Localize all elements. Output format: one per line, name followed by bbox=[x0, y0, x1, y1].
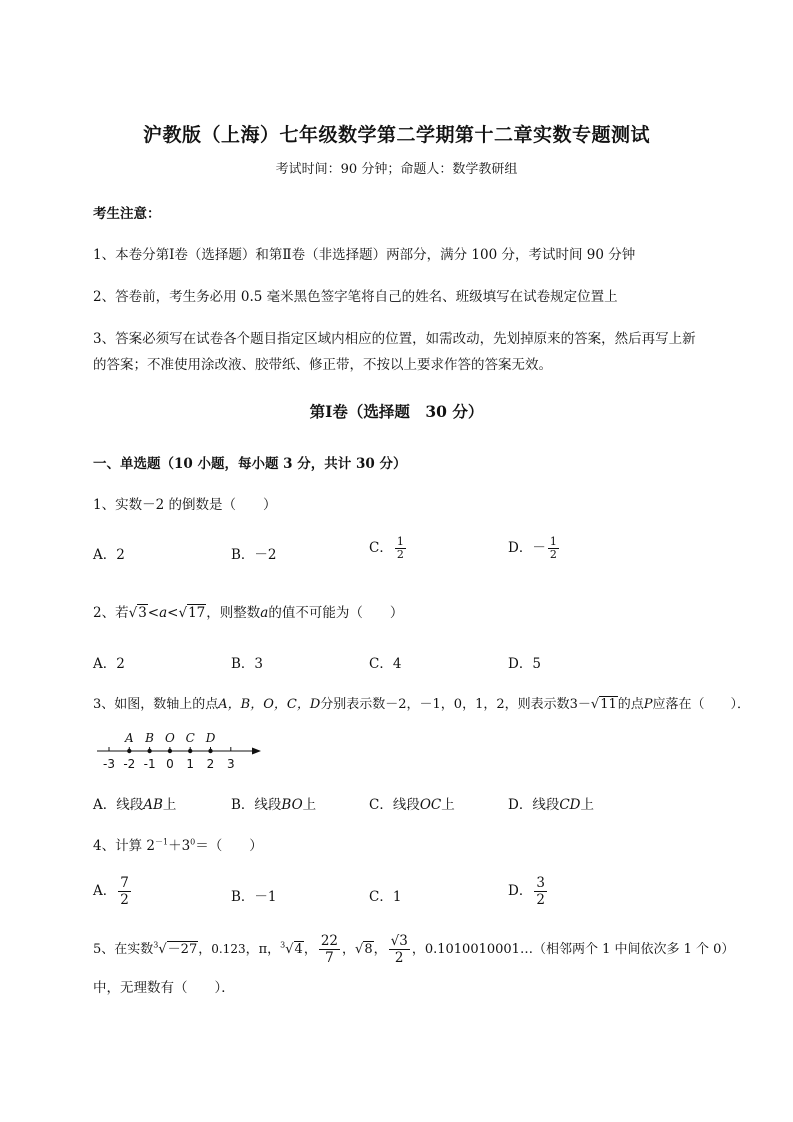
sqrt-sign: √ bbox=[128, 605, 138, 621]
fraction bbox=[118, 875, 131, 908]
fraction-denominator: 2 bbox=[120, 892, 129, 908]
sqrt-sign: √ bbox=[178, 605, 188, 621]
notice-item-1: 1、本卷分第Ⅰ卷（选择题）和第Ⅱ卷（非选择题）两部分，满分 100 分，考试时间 90 分钟 bbox=[93, 247, 636, 263]
tick-label: 1 bbox=[186, 757, 194, 771]
q3-option-d-prefix: D．线段 bbox=[508, 797, 560, 813]
sqrt-sign: √ bbox=[590, 697, 600, 712]
q3-suffix: 应落在（ ）． bbox=[652, 697, 751, 712]
q3-mid: 分别表示数－2，－1，0，1，2，则表示数 bbox=[320, 697, 570, 712]
q2-option-d[interactable]: D．5 bbox=[508, 656, 541, 672]
separator: ， bbox=[303, 942, 317, 957]
q4-option-a-label: A． bbox=[93, 883, 117, 899]
q4-prefix: 4、计算 2 bbox=[93, 838, 155, 854]
point-marker bbox=[127, 749, 131, 753]
q3-option-a[interactable] bbox=[93, 793, 176, 813]
q3-option-a-prefix: A．线段 bbox=[93, 797, 144, 813]
point-label: B bbox=[145, 731, 154, 745]
q3-option-c-prefix: C．线段 bbox=[369, 797, 420, 813]
q3-option-d-suffix: 上 bbox=[580, 797, 594, 813]
q5-suffix: ，0.1010010001…（相邻两个 1 中间依次多 1 个 0） bbox=[411, 942, 735, 957]
q2-suffix: 的值不可能为（ ） bbox=[268, 605, 404, 621]
exponent: －1 bbox=[154, 837, 169, 847]
q3-option-b[interactable] bbox=[231, 793, 316, 813]
separator: ， bbox=[373, 942, 387, 957]
radicand: 8 bbox=[364, 942, 373, 957]
variable-a: a bbox=[260, 605, 269, 621]
point-label: O bbox=[164, 731, 175, 745]
q1-option-c-label: C． bbox=[369, 540, 393, 556]
radicand: 4 bbox=[294, 942, 303, 957]
fraction-denominator: 2 bbox=[536, 892, 545, 908]
q2-option-c[interactable]: C．4 bbox=[369, 656, 402, 672]
cube-root-sign: $^3$√ bbox=[153, 940, 167, 957]
part-heading: 一、单选题（10 小题，每小题 3 分，共计 30 分） bbox=[93, 456, 407, 472]
q4-option-d-label: D． bbox=[508, 883, 533, 899]
radicand: 3 bbox=[138, 605, 147, 621]
notice-item-2: 2、答卷前，考生务必用 0.5 毫米黑色签字笔将自己的姓名、班级填写在试卷规定位置上 bbox=[93, 289, 618, 305]
fraction bbox=[319, 933, 340, 966]
q4-option-b[interactable]: B．－1 bbox=[231, 889, 277, 905]
q2-mid: ，则整数 bbox=[206, 605, 261, 621]
radicand: －27 bbox=[167, 942, 198, 957]
tick-label: -2 bbox=[123, 757, 136, 771]
q4-option-c[interactable]: C．1 bbox=[369, 889, 402, 905]
question-5-stem bbox=[93, 933, 734, 966]
question-3-stem bbox=[93, 693, 750, 712]
notice-item-3-cont: 的答案；不准使用涂改液、胶带纸、修正带，不按以上要求作答的答案无效。 bbox=[93, 357, 552, 373]
question-4-stem bbox=[93, 834, 263, 854]
tick-label: 2 bbox=[206, 757, 215, 771]
q3-option-b-prefix: B．线段 bbox=[231, 797, 282, 813]
point-marker bbox=[208, 749, 212, 753]
separator: ， bbox=[198, 942, 212, 957]
tick-label: 0 bbox=[166, 757, 174, 771]
q2-option-b[interactable]: B．3 bbox=[231, 656, 264, 672]
q4-suffix: ＝（ ） bbox=[195, 838, 263, 854]
arrow-icon bbox=[252, 748, 261, 755]
fraction-numerator: 1 bbox=[549, 535, 557, 548]
q2-prefix: 2、若 bbox=[93, 605, 129, 621]
segment-label: BO bbox=[281, 797, 303, 813]
less-than: < bbox=[147, 605, 160, 621]
radicand: 17 bbox=[188, 605, 206, 621]
segment-label: AB bbox=[143, 797, 163, 813]
q1-option-a[interactable]: A．2 bbox=[93, 547, 125, 563]
exam-subtitle: 考试时间：90 分钟；命题人：数学教研组 bbox=[275, 162, 518, 177]
fraction bbox=[389, 933, 410, 966]
variable-a: a bbox=[159, 605, 168, 621]
notice-item-3: 3、答案必须写在试卷各个题目指定区域内相应的位置，如需改动，先划掉原来的答案，然后再写上新 bbox=[93, 331, 696, 347]
q4-option-a[interactable] bbox=[93, 875, 133, 908]
q3-option-b-suffix: 上 bbox=[302, 797, 317, 813]
fraction-denominator: 2 bbox=[396, 548, 404, 561]
segment-label: OC bbox=[419, 797, 442, 813]
exponent: 0 bbox=[190, 837, 196, 847]
q3-option-d[interactable] bbox=[508, 793, 594, 813]
question-5-stem-cont: 中，无理数有（ ）． bbox=[93, 980, 235, 996]
q1-option-c[interactable] bbox=[369, 536, 408, 561]
cube-root-sign: $^3$√ bbox=[280, 940, 294, 957]
q2-option-a[interactable]: A．2 bbox=[93, 656, 125, 672]
fraction-denominator: 2 bbox=[394, 950, 404, 966]
separator: ，π， bbox=[245, 942, 281, 957]
less-than: < bbox=[167, 605, 179, 621]
question-2-stem bbox=[93, 601, 403, 621]
fraction-denominator: 7 bbox=[325, 950, 334, 966]
q5-prefix: 5、在实数 bbox=[93, 942, 154, 957]
point-label: C bbox=[185, 731, 195, 745]
q1-option-b[interactable]: B．－2 bbox=[231, 547, 277, 563]
radicand: 11 bbox=[600, 697, 617, 712]
point-label: A bbox=[124, 731, 134, 745]
q3-option-c[interactable] bbox=[369, 793, 455, 813]
fraction bbox=[395, 536, 406, 561]
point-marker bbox=[168, 749, 172, 753]
q3-expr: 3－ bbox=[569, 697, 591, 712]
repeating-decimal: 0.123 bbox=[211, 942, 246, 956]
q3-mid2: 的点 bbox=[617, 697, 644, 712]
q1-option-d-label: D．－ bbox=[508, 540, 546, 556]
tick-label: 3 bbox=[226, 757, 235, 771]
section-title: 第Ⅰ卷（选择题 30 分） bbox=[309, 402, 484, 421]
q3-option-c-suffix: 上 bbox=[441, 797, 455, 813]
sqrt-sign: √ bbox=[355, 942, 364, 957]
point-marker bbox=[188, 749, 192, 753]
fraction-numerator: 1 bbox=[396, 535, 404, 548]
fraction bbox=[548, 536, 559, 561]
question-1-stem: 1、实数－2 的倒数是（ ） bbox=[93, 497, 277, 513]
point-label: D bbox=[205, 731, 216, 745]
q1-option-d[interactable] bbox=[508, 536, 561, 561]
q3-option-a-suffix: 上 bbox=[162, 797, 177, 813]
point-marker bbox=[147, 749, 151, 753]
q3-prefix: 3、如图，数轴上的点 bbox=[93, 697, 219, 712]
page-title: 沪教版（上海）七年级数学第二学期第十二章实数专题测试 bbox=[142, 124, 650, 146]
notice-heading: 考生注意： bbox=[93, 206, 161, 222]
tick-label: -3 bbox=[103, 757, 115, 771]
q4-option-d[interactable] bbox=[508, 875, 549, 908]
fraction-denominator: 2 bbox=[549, 548, 557, 561]
tick-label: -1 bbox=[143, 757, 156, 771]
fraction-numerator: √3 bbox=[390, 933, 408, 949]
fraction-numerator: 3 bbox=[536, 875, 545, 891]
segment-label: CD bbox=[559, 797, 581, 813]
fraction-numerator: 22 bbox=[320, 933, 339, 949]
separator: ， bbox=[342, 942, 356, 957]
variable-p: P bbox=[643, 697, 653, 712]
fraction bbox=[534, 875, 547, 908]
q3-points: A，B，O，C，D bbox=[218, 697, 321, 712]
fraction-numerator: 7 bbox=[120, 875, 129, 891]
q4-mid: ＋3 bbox=[168, 838, 191, 854]
